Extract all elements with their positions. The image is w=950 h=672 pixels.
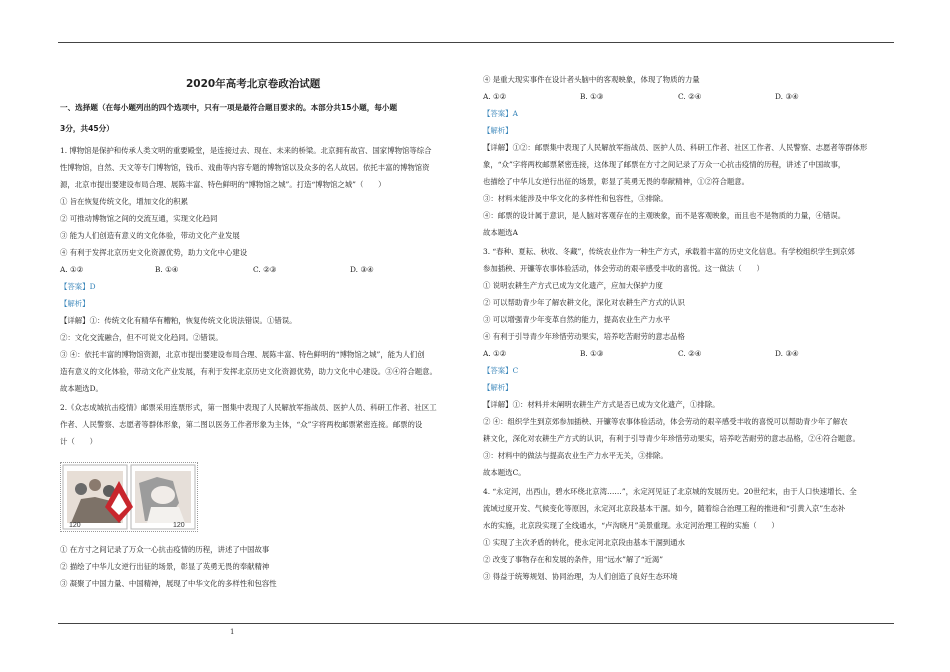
q1-answer: 【答案】D bbox=[60, 282, 96, 291]
option-c: C. ②③ bbox=[253, 265, 277, 274]
q3-detail: ③：材料中的做法与提高农业生产力水平无关，③排除。 bbox=[483, 451, 668, 460]
q2-item: ③ 凝聚了中国力量、中国精神，展现了中华文化的多样性和包容性 bbox=[60, 579, 277, 588]
q1-item: ③ 能为人们创造有意义的文化体验，带动文化产业发展 bbox=[60, 231, 240, 240]
q4-item: ③ 得益于统筹规划、协同治理，为人们创造了良好生态环境 bbox=[483, 572, 678, 581]
q3-item: ① 说明农耕生产方式已成为文化遗产，应加大保护力度 bbox=[483, 281, 663, 290]
q2-stem-line: 作者、人民警察、志愿者等群体形象，第二图以医务工作者形象为主体，“众”字将两枚邮票紧密连接。邮票的设 bbox=[60, 420, 423, 429]
option-a: A. ①② bbox=[483, 92, 507, 101]
q3-item: ④ 有利于引导青少年珍惜劳动果实，培养吃苦耐劳的意志品格 bbox=[483, 332, 685, 341]
option-d: D. ③④ bbox=[350, 265, 374, 274]
q1-detail: 造有意义的文化体验，带动文化产业发展，有利于发挥北京历史文化资源优势，助力文化中心建设。③④符合题意。 bbox=[60, 367, 437, 376]
q4-item: ① 实现了主次矛盾的转化，使永定河北京段由基本干涸到通水 bbox=[483, 538, 685, 547]
q2-detail: 【详解】①②：邮票集中表现了人民解放军指战员、医护人员、科研工作者、社区工作者、人民警察、志愿者等群体形 bbox=[483, 143, 868, 152]
q3-detail: 故本题选C。 bbox=[483, 468, 526, 477]
page-title: 2020年高考北京卷政治试题 bbox=[186, 78, 321, 90]
q1-detail: 故本题选D。 bbox=[60, 384, 103, 393]
option-a: A. ①② bbox=[60, 265, 84, 274]
q2-stem-line: 计（ ） bbox=[60, 437, 97, 446]
q2-detail: 故本题选A bbox=[483, 228, 518, 237]
q3-detail: 【详解】①：材料并未阐明农耕生产方式是否已成为文化遗产，①排除。 bbox=[483, 400, 720, 409]
q3-stem-line: 3. “春种、夏耘、秋收、冬藏”，传统农业作为一种生产方式，承载着丰富的历史文化信息。有学校组织学生到京郊 bbox=[483, 247, 855, 256]
option-a: A. ①② bbox=[483, 349, 507, 358]
q2-item: ④ 是重大现实事件在设计者头脑中的客观映象，体现了物质的力量 bbox=[483, 75, 700, 84]
q3-item: ③ 可以增强青少年变革自然的能力，提高农业生产力水平 bbox=[483, 315, 671, 324]
option-b: B. ①③ bbox=[580, 349, 604, 358]
stamp-value-left: 120 bbox=[69, 522, 81, 529]
q3-analysis-label: 【解析】 bbox=[483, 383, 513, 392]
option-b: B. ①③ bbox=[580, 92, 604, 101]
q1-item: ① 旨在恢复传统文化，增加文化的积累 bbox=[60, 197, 188, 206]
option-c: C. ②④ bbox=[678, 349, 702, 358]
q2-stem-line: 2.《众志成城抗击疫情》邮票采用连票形式，第一图集中表现了人民解放军指战员、医护人员、科研工作者、社区工 bbox=[60, 403, 437, 412]
stamp-value-right: 120 bbox=[173, 522, 185, 529]
q1-stem-line: 性博物馆，自然、天文等专门博物馆，钱币、戏曲等内容专题的博物馆以及众多的名人故居。依托丰富的博物馆资 bbox=[60, 163, 430, 172]
q2-detail: 也描绘了中华儿女逆行出征的场景，彰显了英勇无畏的奉献精神，①②符合题意。 bbox=[483, 177, 750, 186]
option-c: C. ②④ bbox=[678, 92, 702, 101]
q1-stem-line: 1. 博物馆是保护和传承人类文明的重要殿堂，是连接过去、现在、未来的桥梁。北京拥有故宫、国家博物馆等综合 bbox=[60, 146, 432, 155]
q3-detail: ② ④：组织学生到京郊参加插秧、开镰等农事体验活动，体会劳动的艰辛感受丰收的喜悦可以帮助青少年了解农 bbox=[483, 417, 848, 426]
q1-stem-line: 源，北京市提出要建设布局合理、展陈丰富、特色鲜明的“博物馆之城”。打造“博物馆之城”（ ） bbox=[60, 180, 386, 189]
q3-detail: 耕文化，深化对农耕生产方式的认识，有利于引导青少年珍惜劳动果实，培养吃苦耐劳的意志品格，②④符合题意。 bbox=[483, 434, 860, 443]
q1-detail: ③ ④：依托丰富的博物馆资源，北京市提出要建设布局合理、展陈丰富、特色鲜明的“博物馆之城”，能为人们创 bbox=[60, 350, 425, 359]
stamp-illustration bbox=[61, 463, 197, 531]
q1-detail: 【详解】①：传统文化有精华有糟粕，恢复传统文化说法错误。①错误。 bbox=[60, 316, 297, 325]
q3-answer: 【答案】C bbox=[483, 366, 519, 375]
section-heading-cont: 3分，共45分） bbox=[60, 124, 114, 133]
q3-stem-line: 参加插秧、开镰等农事体验活动，体会劳动的艰辛感受丰收的喜悦。这一做法（ ） bbox=[483, 264, 764, 273]
q4-item: ② 改变了事物存在和发展的条件，用“远水”解了“近渴” bbox=[483, 555, 664, 564]
option-d: D. ③④ bbox=[775, 92, 799, 101]
q4-stem-line: 水的实施，北京段实现了全线通水，“卢沟晓月”美景重现。永定河治理工程的实施（ ） bbox=[483, 521, 779, 530]
page-number: 1 bbox=[230, 628, 235, 636]
q2-item: ② 描绘了中华儿女逆行出征的场景，彰显了英勇无畏的奉献精神 bbox=[60, 562, 270, 571]
q2-detail: 象，“众”字将两枚邮票紧密连接，这体现了邮票在方寸之间记录了万众一心抗击疫情的历程，讲述了中国故事， bbox=[483, 160, 846, 169]
q2-answer: 【答案】A bbox=[483, 109, 518, 118]
header-rule bbox=[58, 42, 894, 43]
q1-detail: ②：文化交流融合，但不可说文化趋同。②错误。 bbox=[60, 333, 223, 342]
q1-item: ② 可推动博物馆之间的交流互通，实现文化趋同 bbox=[60, 214, 218, 223]
q2-detail: ④：邮票的设计属于意识，是人脑对客观存在的主观映象，而不是客观映象，而且也不是物质的力量，④错误。 bbox=[483, 211, 846, 220]
q2-item: ① 在方寸之间记录了万众一心抗击疫情的历程，讲述了中国故事 bbox=[60, 545, 270, 554]
stamp-image bbox=[60, 462, 198, 532]
section-heading: 一、选择题（在每小题列出的四个选项中，只有一项是最符合题目要求的。本部分共15小题，每小题 bbox=[60, 103, 398, 112]
q2-analysis-label: 【解析】 bbox=[483, 126, 513, 135]
q3-item: ② 可以帮助青少年了解农耕文化，深化对农耕生产方式的认识 bbox=[483, 298, 685, 307]
q1-item: ④ 有利于发挥北京历史文化资源优势，助力文化中心建设 bbox=[60, 248, 248, 257]
footer-rule bbox=[58, 623, 894, 624]
q2-detail: ③：材料未能涉及中华文化的多样性和包容性，③排除。 bbox=[483, 194, 668, 203]
q4-stem-line: 4. “永定河，出西山，碧水环绕北京湾……”，永定河见证了北京城的发展历史。20世纪末，由于人口快速增长、全 bbox=[483, 487, 857, 496]
q4-stem-line: 流域过度开发、气候变化等原因，永定河北京段基本干涸。如今，随着综合治理工程的推进和“引黄入京”生态补 bbox=[483, 504, 846, 513]
option-b: B. ①④ bbox=[155, 265, 179, 274]
q1-analysis-label: 【解析】 bbox=[60, 299, 90, 308]
option-d: D. ③④ bbox=[775, 349, 799, 358]
